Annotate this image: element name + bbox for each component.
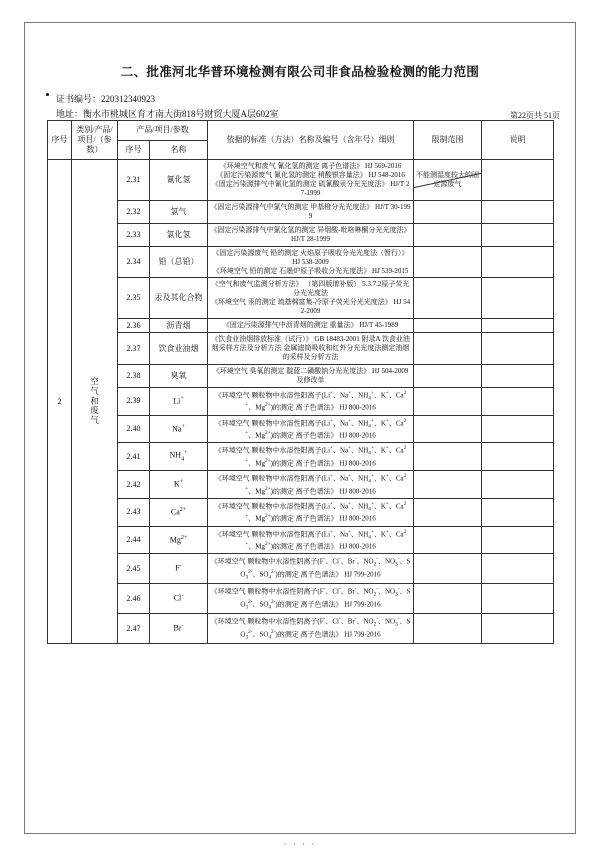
table-row <box>48 415 554 443</box>
item-name-cell: Cl- <box>150 584 208 614</box>
item-name-cell: K+ <box>150 471 208 499</box>
table-row <box>48 246 554 278</box>
item-name-cell: $Ca^{2+}$ <box>150 498 208 526</box>
limit-cell <box>414 554 482 584</box>
standard-cell <box>208 200 414 223</box>
header-product-group: 产品/项目/参数 <box>118 121 208 141</box>
standard-cell <box>208 614 414 644</box>
limit-cell <box>414 200 482 223</box>
table-header-row <box>48 121 554 141</box>
standard-entry: 《环境空气 颗粒物中水溶性阳离子(Li+、Na+、$NH_4^+$、K+、$Ca^{2+}$、$Mg^{2+}$)的测定 离子色谱法》 HJ 800-2016 <box>214 390 407 412</box>
note-cell <box>482 278 554 319</box>
item-no-cell: 2.36 <box>118 319 150 333</box>
item-name-cell: $Mg^{2+}$ <box>150 526 208 554</box>
item-name-cell: 汞及其化合物 <box>150 278 208 319</box>
item-no-cell: 2.42 <box>118 471 150 499</box>
item-name-cell: Li+ <box>150 388 208 416</box>
item-name-cell: 饮食业油烟 <box>150 333 208 365</box>
item-name-cell: 氰化氢 <box>150 160 208 201</box>
header-category: 类别/产品/项目/（参数） <box>72 121 118 160</box>
group-category-cell: 空 气 和 废 气 <box>72 160 118 644</box>
item-name-cell: F- <box>150 554 208 584</box>
note-cell <box>482 498 554 526</box>
table-row <box>48 319 554 333</box>
standard-cell <box>208 471 414 499</box>
note-cell <box>482 584 554 614</box>
table-body <box>48 160 554 644</box>
standard-cell <box>208 333 414 365</box>
limit-text: 不能测湿度较大的固定源废气 <box>416 171 480 188</box>
standard-entry: 《固定污染源废气 氰化氢的测定 稍酸银容量法》 HJ 548-2016 <box>216 170 405 179</box>
item-no-cell: 2.38 <box>118 365 150 388</box>
standard-cell <box>208 246 414 278</box>
standard-cell <box>208 415 414 443</box>
item-no-cell: 2.46 <box>118 584 150 614</box>
limit-cell <box>414 319 482 333</box>
standard-cell <box>208 526 414 554</box>
note-cell <box>482 223 554 246</box>
table-row <box>48 584 554 614</box>
standard-entry: 《环境空气 颗粒物中水溶性阴离子(F-、Cl-、Br-、$NO_2^-$、$NO_3^-$、$SO_3^{2-}$、$SO_4^{2-}$)的测定 离子色谱法》 HJ 799-2016 <box>210 586 411 611</box>
standard-entry: 《环境空气 颗粒物中水溶性阴离子(F-、Cl-、Br-、$NO_2^-$、$NO_3^-$、$SO_3^{2-}$、$SO_4^{2-}$)的测定 离子色谱法》 HJ 799-2016 <box>210 556 411 581</box>
item-no-cell: 2.33 <box>118 223 150 246</box>
table-row <box>48 223 554 246</box>
limit-cell <box>414 526 482 554</box>
standard-entry: 《固定污染源废气 铅的测定 火焰原子吸收分光光度法（暂行）》 HJ 538-2009 <box>212 248 409 266</box>
item-no-cell: 2.37 <box>118 333 150 365</box>
table-row <box>48 443 554 471</box>
header-item-no: 序号 <box>118 140 150 160</box>
limit-cell <box>414 498 482 526</box>
note-cell <box>482 526 554 554</box>
standard-entry: 《环境空气 臭氧的测定 靛蓝二磺酸钠分光光度法》 HJ 504-2009及修改单 <box>212 367 409 385</box>
standard-entry: 《固定污染源排气中氰化氢的测定 硫氰酸汞分光光度法》 HJ/T 27-1999 <box>211 179 410 197</box>
standard-cell <box>208 554 414 584</box>
item-no-cell: 2.47 <box>118 614 150 644</box>
item-name-cell: Na+ <box>150 415 208 443</box>
note-cell <box>482 333 554 365</box>
standard-cell <box>208 498 414 526</box>
note-cell <box>482 388 554 416</box>
standard-entry: 《环境空气 颗粒物中水溶性阴离子(F-、Cl-、Br-、$NO_2^-$、$NO_3^-$、$SO_3^{2-}$、$SO_4^{2-}$)的测定 离子色谱法》 HJ 799-2016 <box>210 616 411 641</box>
limit-cell <box>414 471 482 499</box>
standard-cell <box>208 584 414 614</box>
item-no-cell: 2.40 <box>118 415 150 443</box>
note-cell <box>482 200 554 223</box>
limit-cell <box>414 333 482 365</box>
note-cell <box>482 554 554 584</box>
page-number: 第22页共 51页 <box>510 111 560 120</box>
standard-entry: 《固定污染源排气中氯化氢的测定 异烟酸-吡咯啉酮分光光度法》 HJ/T 28-1999 <box>210 225 411 243</box>
standard-cell <box>208 160 414 201</box>
limit-cell <box>414 365 482 388</box>
limit-cell <box>414 415 482 443</box>
item-name-cell: 臭氧 <box>150 365 208 388</box>
standard-cell <box>208 388 414 416</box>
standard-cell <box>208 319 414 333</box>
table-row <box>48 278 554 319</box>
table-row <box>48 614 554 644</box>
header-limit: 限制范围 <box>414 121 482 160</box>
item-name-cell: Br- <box>150 614 208 644</box>
item-name-cell: 沥青烟 <box>150 319 208 333</box>
table-row <box>48 388 554 416</box>
standard-entry: 《环境空气 颗粒物中水溶性阳离子(Li+、Na+、$NH_4^+$、K+、$Ca^{2+}$、$Mg^{2+}$)的测定 离子色谱法》 HJ 800-2016 <box>214 500 407 523</box>
header-seq: 序号 <box>48 121 72 160</box>
item-no-cell: 2.41 <box>118 443 150 471</box>
table-row <box>48 333 554 365</box>
standard-cell <box>208 365 414 388</box>
item-no-cell: 2.35 <box>118 278 150 319</box>
certificate-number: 证书编号：220312340923 <box>56 94 156 104</box>
item-no-cell: 2.43 <box>118 498 150 526</box>
note-cell <box>482 365 554 388</box>
group-seq-cell: 2 <box>48 160 72 644</box>
standard-entry: 《环境空气 颗粒物中水溶性阳离子(Li+、Na+、$NH_4^+$、K+、$Ca^{2+}$、$Mg^{2+}$)的测定 离子色谱法》 HJ 800-2016 <box>214 445 407 468</box>
note-cell <box>482 160 554 201</box>
note-cell <box>482 319 554 333</box>
table-row <box>48 498 554 526</box>
standard-entry: 《环境空气 汞的测定 巯基棉富集-冷原子荧光分光光度法》 HJ 542-2009 <box>210 298 411 316</box>
item-name-cell: $NH_4^+$ <box>150 443 208 471</box>
limit-cell <box>414 443 482 471</box>
capability-table <box>47 120 554 644</box>
standard-entry: 《环境空气 颗粒物中水溶性阳离子(Li+、Na+、$NH_4^+$、K+、$Ca^{2+}$、$Mg^{2+}$)的测定 离子色谱法》 HJ 800-2016 <box>214 473 407 495</box>
table-row <box>48 365 554 388</box>
table-row <box>48 160 554 201</box>
bullet-marker <box>46 93 49 96</box>
limit-cell <box>414 223 482 246</box>
page-footer: · · · · <box>283 839 317 849</box>
note-cell <box>482 471 554 499</box>
note-cell <box>482 614 554 644</box>
limit-cell <box>414 388 482 416</box>
limit-cell <box>414 278 482 319</box>
page-title: 二、批准河北华普环境检测有限公司非食品检验检测的能力范围 <box>120 65 480 79</box>
standard-entry: 《环境空气和废气 氰化氢的测定 离子色谱法》 HJ 569-2016 <box>219 162 402 170</box>
standard-entry: 《环境空气 颗粒物中水溶性阳离子(Li+、Na+、$NH_4^+$、K+、$Ca^{2+}$、$Mg^{2+}$)的测定 离子色谱法》 HJ 800-2016 <box>214 528 407 551</box>
standard-cell <box>208 278 414 319</box>
limit-cell <box>414 160 482 201</box>
item-no-cell: 2.39 <box>118 388 150 416</box>
standard-entry: 《空气和废气监测分析方法》 （第四版增补版） 5.3.7.2原子荧光分光光度法 <box>211 280 410 298</box>
limit-cell <box>414 584 482 614</box>
standard-entry: 《环境空气 铅的测定 石墨炉原子吸收分光光度法》 HJ 539-2015 <box>212 266 409 275</box>
note-cell <box>482 246 554 278</box>
item-no-cell: 2.44 <box>118 526 150 554</box>
table-row <box>48 554 554 584</box>
standard-entry: 《固定污染源排气中氯气的测定 甲基橙分光光度法》 HJ/T 30-1999 <box>210 202 411 220</box>
item-no-cell: 2.34 <box>118 246 150 278</box>
company-address: 地址：衡水市桃城区育才南大街818号财贸大厦A层602室 <box>56 109 279 119</box>
item-name-cell: 铅（总铅） <box>150 246 208 278</box>
item-name-cell: 氯化氢 <box>150 223 208 246</box>
table-row <box>48 200 554 223</box>
standard-entry: 《固定污染源排气中沥青烟的测定 重量法》 HJ/T 45-1989 <box>222 321 399 330</box>
header-standard: 依据的标准（方法）名称及编号（含年号）细则 <box>208 121 414 160</box>
header-item-name: 名称 <box>150 140 208 160</box>
standard-cell <box>208 443 414 471</box>
item-name-cell: 氯气 <box>150 200 208 223</box>
header-note: 说明 <box>482 121 554 160</box>
table-row <box>48 471 554 499</box>
note-cell <box>482 415 554 443</box>
item-no-cell: 2.45 <box>118 554 150 584</box>
item-no-cell: 2.32 <box>118 200 150 223</box>
limit-cell <box>414 246 482 278</box>
standard-cell <box>208 223 414 246</box>
standard-entry: 《环境空气 颗粒物中水溶性阳离子(Li+、Na+、$NH_4^+$、K+、$Ca^{2+}$、$Mg^{2+}$)的测定 离子色谱法》 HJ 800-2016 <box>214 417 407 440</box>
table-row <box>48 526 554 554</box>
note-cell <box>482 443 554 471</box>
standard-entry: 《饮食业油烟排放标准（试行）》 GB 18483-2001 附录A 饮食业油烟采样方法及分析方法 金属滤筒吸收和红外分光光度法测定油烟的采样及分析方法 <box>211 335 410 362</box>
item-no-cell: 2.31 <box>118 160 150 201</box>
limit-cell <box>414 614 482 644</box>
